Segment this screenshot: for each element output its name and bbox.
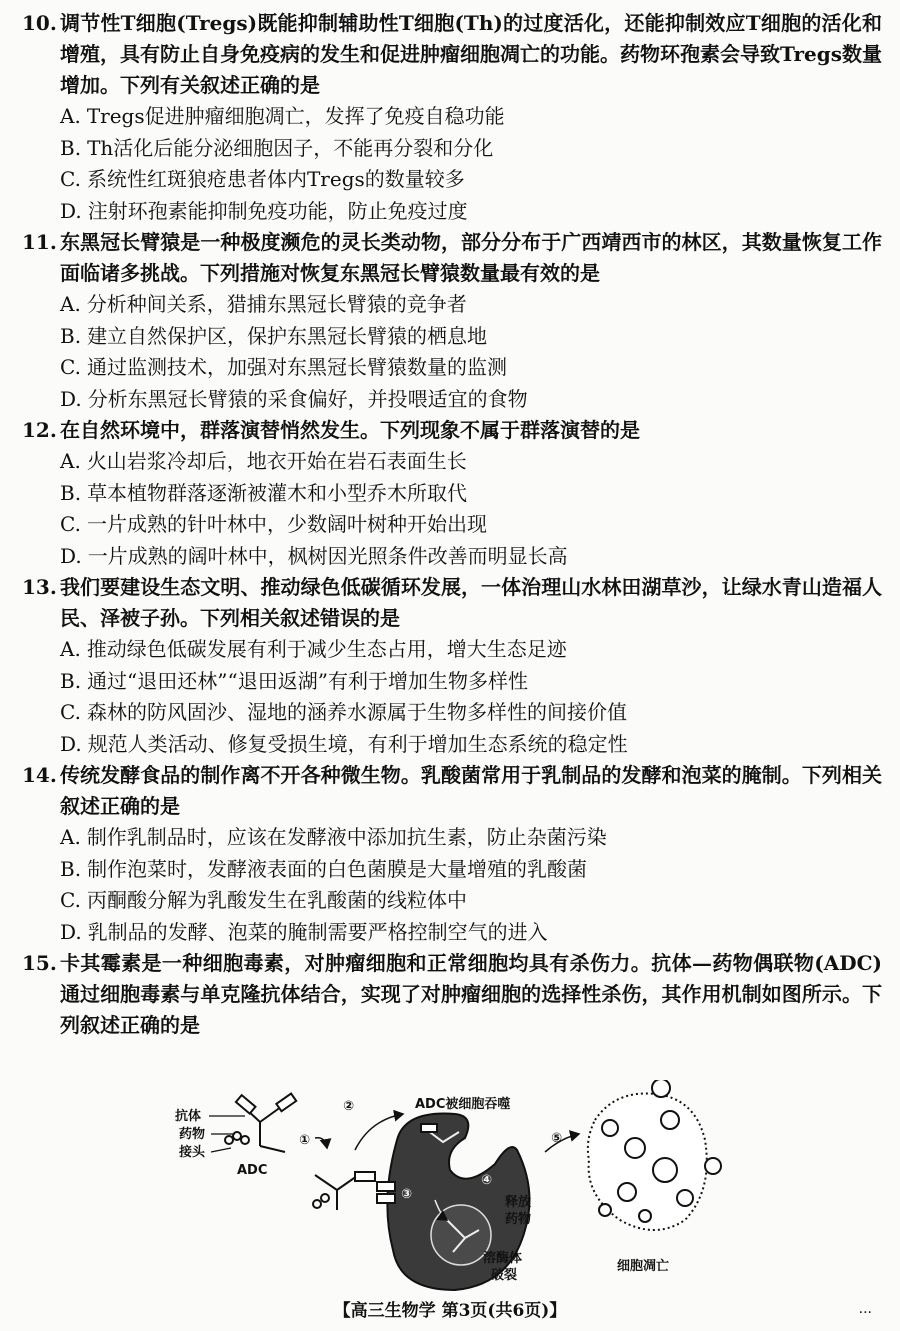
question-text: 我们要建设生态文明、推动绿色低碳循环发展，一体治理山水林田湖草沙，让绿水青山造福人民、泽被子孙。下列相关叙述错误的是 [60,575,882,630]
option-text: 分析东黑冠长臂猿的采食偏好，并投喂适宜的食物 [87,386,528,411]
label-linker: 接头 [179,1145,206,1160]
option-letter: D. [60,543,82,568]
question-stem [22,760,882,822]
option-a [22,289,882,321]
step-2: ② [343,1099,355,1114]
option-text: 乳制品的发酵、泡菜的腌制需要严格控制空气的进入 [87,919,548,944]
option-b [22,854,882,886]
option-letter: C. [60,167,81,191]
option-b [22,666,882,698]
option-letter: D. [60,919,82,944]
option-letter: C. [60,888,81,912]
option-letter: B. [60,668,82,693]
option-text: 一片成熟的针叶林中，少数阔叶树种开始出现 [86,512,487,536]
option-letter: B. [60,323,82,348]
option-c [22,885,882,917]
question-stem [22,8,882,101]
option-letter: B. [60,856,82,881]
question-11 [22,227,882,415]
question-text: 传统发酵食品的制作离不开各种微生物。乳酸菌常用于乳制品的发酵和泡菜的腌制。下列相关叙述正确的是 [60,763,882,818]
question-10 [22,8,882,227]
corner-mark: ... [858,1301,872,1317]
option-letter: D. [60,731,82,756]
step-3: ③ [401,1187,413,1202]
option-letter: A. [60,825,81,849]
option-text: 制作乳制品时，应该在发酵液中添加抗生素，防止杂菌污染 [86,825,607,849]
question-text: 东黑冠长臂猿是一种极度濒危的灵长类动物，部分分布于广西靖西市的林区，其数量恢复工作面临诸多挑战。下列措施对恢复东黑冠长臂猿数量最有效的是 [60,230,882,285]
option-b [22,478,882,510]
option-d [22,384,882,416]
option-letter: C. [60,512,81,536]
option-text: 分析种间关系，猎捕东黑冠长臂猿的竞争者 [86,292,467,316]
option-c [22,164,882,196]
option-text: 建立自然保护区，保护东黑冠长臂猿的栖息地 [87,323,488,348]
question-text: 调节性T细胞(Tregs)既能抑制辅助性T细胞(Th)的过度活化，还能抑制效应T细胞的活化和增殖，具有防止自身免疫病的发生和促进肿瘤细胞凋亡的功能。药物环孢素会导致Tregs数量增加。下列有关叙述正确的是 [60,11,882,97]
option-letter: D. [60,386,82,411]
page-footer: 【高三生物学 第3页(共6页)】 [333,1301,567,1321]
option-text: 草本植物群落逐渐被灌木和小型乔木所取代 [87,480,468,505]
label-antibody: 抗体 [175,1109,202,1124]
question-stem [22,572,882,634]
option-d [22,917,882,949]
option-letter: A. [60,292,81,316]
question-15 [22,948,882,1041]
option-text: 注射环孢素能抑制免疫功能，防止免疫过度 [87,198,468,223]
option-letter: A. [60,637,81,661]
option-b [22,133,882,165]
option-text: 丙酮酸分解为乳酸发生在乳酸菌的线粒体中 [86,888,467,912]
option-letter: C. [60,355,81,379]
step-5: ⑤ [551,1131,563,1146]
option-c [22,697,882,729]
option-c [22,352,882,384]
label-drug: 药物 [179,1127,206,1142]
label-lysosome: 破裂 [491,1268,518,1283]
option-a [22,101,882,133]
question-number: 11. [22,230,57,254]
option-a [22,634,882,666]
adc-diagram [165,1080,745,1295]
question-number: 14. [22,763,57,787]
arrow-icon [315,1138,327,1148]
option-text: Tregs促进肿瘤细胞凋亡，发挥了免疫自稳功能 [86,104,505,128]
option-letter: B. [60,135,82,160]
option-d [22,729,882,761]
apoptotic-cell [588,1080,721,1230]
option-text: 制作泡菜时，发酵液表面的白色菌膜是大量增殖的乳酸菌 [87,856,588,881]
option-letter: D. [60,198,82,223]
option-d [22,196,882,228]
option-text: Th活化后能分泌细胞因子，不能再分裂和分化 [87,135,494,160]
option-a [22,446,882,478]
step-4: ④ [481,1173,493,1188]
option-letter: A. [60,449,81,473]
question-text: 卡其霉素是一种细胞毒素，对肿瘤细胞和正常细胞均具有杀伤力。抗体—药物偶联物(ADC)通过细胞毒素与单克隆抗体结合，实现了对肿瘤细胞的选择性杀伤，其作用机制如图所示。下列叙述正确的是 [60,951,882,1037]
question-12 [22,415,882,572]
question-stem [22,227,882,289]
adc-binding [313,1172,375,1210]
question-number: 10. [22,11,57,35]
label-apoptosis: 细胞凋亡 [617,1259,670,1274]
question-number: 15. [22,951,57,975]
option-text: 通过“退田还林”“退田返湖”有利于增加生物多样性 [87,668,528,693]
question-13 [22,572,882,760]
adc-mechanism-figure [165,1080,745,1295]
option-c [22,509,882,541]
pointer-line [211,1148,231,1152]
label-adc: ADC [237,1163,268,1178]
question-stem [22,948,882,1041]
question-list [22,8,882,1041]
option-letter: C. [60,700,81,724]
option-text: 一片成熟的阔叶林中，枫树因光照条件改善而明显长高 [87,543,568,568]
option-letter: B. [60,480,82,505]
option-text: 规范人类活动、修复受损生境，有利于增加生态系统的稳定性 [87,731,628,756]
label-lysosome: 溶酶体 [483,1251,523,1266]
step-1: ① [299,1133,311,1148]
label-release: 药物 [505,1212,532,1227]
option-a [22,822,882,854]
question-stem [22,415,882,446]
question-14 [22,760,882,948]
adc-molecule [225,1094,296,1152]
option-text: 通过监测技术，加强对东黑冠长臂猿数量的监测 [86,355,507,379]
option-d [22,541,882,573]
option-text: 火山岩浆冷却后，地衣开始在岩石表面生长 [86,449,467,473]
question-number: 13. [22,575,57,599]
question-number: 12. [22,418,57,442]
option-text: 森林的防风固沙、湿地的涵养水源属于生物多样性的间接价值 [86,700,627,724]
option-letter: A. [60,104,81,128]
question-text: 在自然环境中，群落演替悄然发生。下列现象不属于群落演替的是 [60,418,640,442]
option-text: 系统性红斑狼疮患者体内Tregs的数量较多 [86,167,465,191]
option-text: 推动绿色低碳发展有利于减少生态占用，增大生态足迹 [86,637,567,661]
label-release: 释放 [505,1195,532,1210]
option-b [22,321,882,353]
label-engulf: ADC被细胞吞噬 [415,1097,511,1112]
